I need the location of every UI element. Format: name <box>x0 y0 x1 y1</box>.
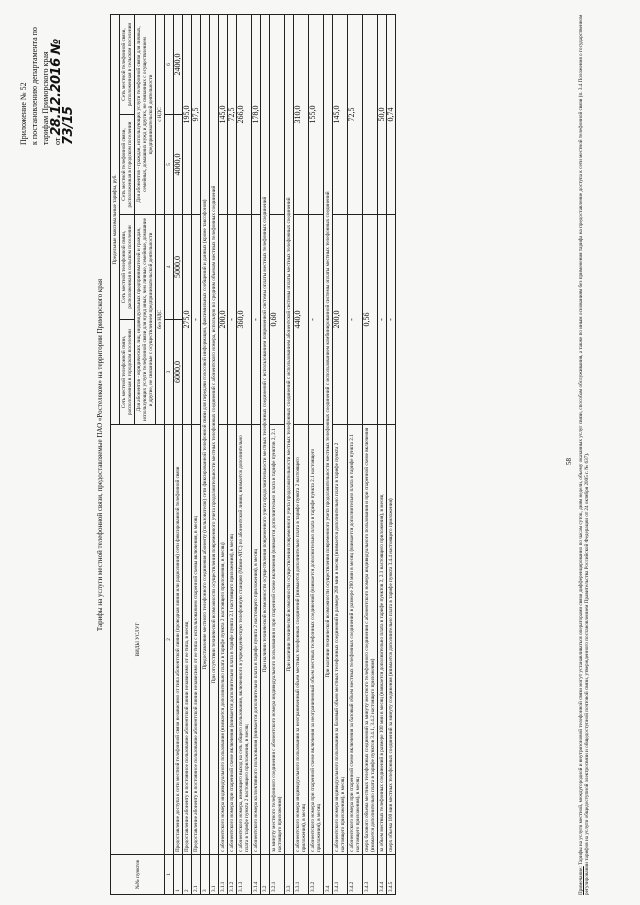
column-index: 2 <box>165 425 174 855</box>
tariff-value: 200,0 <box>219 215 228 425</box>
row-number: 3.1.1 <box>219 855 228 895</box>
table-row <box>192 14 201 894</box>
tariff-value <box>270 14 285 214</box>
service-description: с абонентского номера при спаренной схеме включения за неограниченный объем местных телефонных соединений (взимается дополнительно плата в тарифе пункта 2.1 настоящего приложения), в месяц <box>309 425 324 855</box>
table-row <box>252 14 261 894</box>
tariff-value: 4000,0 <box>174 115 183 215</box>
row-number: 2 <box>183 855 192 895</box>
appendix-from: от <box>53 137 62 145</box>
tariff-value: 0,74 <box>387 14 396 214</box>
service-description: Предоставление абоненту в постоянное пользование абонентской линии независимо от ее типа с использованием спаренной схемы включения, в месяц <box>192 425 201 855</box>
section-heading: Предоставление местного телефонного соединения абоненту (пользователю) сети фиксированной телефонной связи для передачи голосовой информации, факсимильных сообщений и данных (кроме таксофонов) <box>201 14 210 854</box>
table-row <box>237 14 252 894</box>
tariff-value: - <box>228 215 237 425</box>
tariff-value: 0,60 <box>270 215 285 425</box>
tariff-value: - <box>348 215 363 425</box>
table-row <box>201 14 210 894</box>
row-number: 3.4 <box>324 855 333 895</box>
table-row <box>183 14 192 894</box>
document-title: Тарифы на услуги местной телефонной связи, предоставляемые ПАО «Ростелеком» на территории Приморского края <box>96 278 104 632</box>
header-no-vat: без НДС <box>156 215 165 425</box>
tariff-value: 360,0 <box>237 215 252 425</box>
table-row <box>210 14 219 894</box>
column-index: 5 <box>165 115 174 215</box>
tariff-value: 145,0 <box>219 14 228 214</box>
row-number: 3.3 <box>285 855 294 895</box>
service-description: сверх объема 100 мин местных телефонных соединений за минуту соединения (взимается дополнительно плата в тарифе пункта 3.4.4 настоящего приложения) <box>387 425 396 855</box>
handwritten-date-number: 28.12.2016 № 73/15 <box>49 39 76 145</box>
tariff-value: - <box>252 215 261 425</box>
row-number: 3.4.5 <box>387 855 396 895</box>
column-index: 1 <box>165 855 174 895</box>
row-number: 3.1.4 <box>252 855 261 895</box>
table-row <box>174 14 183 894</box>
section-heading: При наличии технической возможности осуществления повременного учета продолжительности местных телефонных соединений с использованием абонентской системы оплаты местных телефонных соединений <box>285 14 294 854</box>
footnote-text: Тарифы на услуги местной, междугородной и внутризоновой телефонной связи могут устанавливаться операторами связи дифференцированно по часам суток, дням недели, объему оказанных услуг связи, способам обслуживания, а также по иным основаниям без применения тарифа на предоставление доступа к сети местной телефонной связи (п. 3.4 Положения о государственном регулировании тарифов на услуги общедоступной электросвязи и общедоступной почтовой связи, утвержденного постановлением Правительства Российской Федерации от 24 октября 2005 г. № 637). <box>578 14 591 895</box>
footnote-label: Примечание: <box>578 866 584 895</box>
column-index: 4 <box>165 215 174 320</box>
appendix-block <box>18 5 75 145</box>
table-row <box>363 14 378 894</box>
table-row <box>285 14 294 894</box>
service-description: Предоставление абоненту в постоянное пользование абонентской линии независимо от ее типа, в месяц <box>183 425 192 855</box>
tariff-value: 440,0 <box>294 215 309 425</box>
header-services: ВИДЫ УСЛУГ <box>111 425 165 855</box>
tariff-value: 97,5 <box>192 14 201 214</box>
service-description: с абонентского номера индивидуального пользования (взимается дополнительно плата в тарифе пункта 2 настоящего приложения, в месяц) <box>219 425 228 855</box>
tariff-value: 50,0 <box>378 14 387 214</box>
tariff-value: 0,56 <box>363 215 378 425</box>
row-number: 3.4.4 <box>378 855 387 895</box>
tariff-value: - <box>387 215 396 425</box>
tariff-value: 5000,0 <box>174 215 183 320</box>
tariff-value: 155,0 <box>309 14 324 214</box>
row-number: 3.1 <box>210 855 219 895</box>
section-heading: При наличии технической возможности осуществления повременного учета продолжительности местных телефонных соединений с использованием комбинированной системы оплаты местных телефонных соединений <box>324 14 333 854</box>
row-number: 3.4.1 <box>333 855 348 895</box>
table-row <box>309 14 324 894</box>
appendix-label: Приложение № 52 <box>19 82 28 145</box>
header-num: №№ пунктов <box>111 855 165 895</box>
service-description: с абонентского номера индивидуального пользования за неограниченный объем местных телефонных соединений (взимается дополнительно плата в тарифе пункта 2 настоящего приложения), в месяц <box>294 425 309 855</box>
row-number: 1 <box>174 855 183 895</box>
table-row <box>378 14 387 894</box>
tariff-value: 2400,0 <box>174 14 183 114</box>
table-row <box>261 14 270 894</box>
table-row <box>228 14 237 894</box>
tariff-value: 200,0 <box>333 215 348 425</box>
appendix-order: к постановлению департамента по тарифам Приморского края <box>30 27 50 145</box>
service-description: с абонентского номера при спаренной схеме включения (взимается дополнительно плата в тарифе пункта 2.1 настоящего приложения), в месяц <box>228 425 237 855</box>
row-number: 3.4.3 <box>363 855 378 895</box>
table-row <box>270 14 285 894</box>
tariff-value: 72,5 <box>228 14 237 214</box>
header-group-citizens: Для абонентов - граждан, использующих услуги телефонной связи для личных, семейных, домашних нужд и других, не связанных с осуществлением предпринимательской деятельности <box>135 14 156 214</box>
tariff-value: - <box>309 215 324 425</box>
service-description: с абонентского номера, имеющего выход на сеть общего пользования, включенного в учрежденческую телефонную станцию (Мини-АТС) по абонентской линии, взимается дополнительно плата в тарифе пункта 2 настоящего приложения, в месяц <box>237 425 252 855</box>
row-number: 3.2.1 <box>270 855 285 895</box>
table-row <box>348 14 363 894</box>
column-index: 6 <box>165 14 174 114</box>
tariff-value: 145,0 <box>333 14 348 214</box>
row-number: 3.2 <box>261 855 270 895</box>
header-with-vat: с НДС <box>156 14 165 214</box>
header-group-legal: Для абонентов - юридических лиц, индивидуальных предпринимателей и граждан, использующих услуги телефонной связи для нужд иных, чем личные, семейные, домашние и другие, не связанные с осуществлением предпринимательской деятельности <box>135 215 156 425</box>
header-col-c: Сеть местной телефонной связи, расположенная в городском поселении <box>120 115 135 215</box>
row-number: 3.4.2 <box>348 855 363 895</box>
service-description: за минуту местного телефонного соединения с абонентского номера индивидуального пользования и при спаренной схеме включения (взимается дополнительно плата в тарифе пунктов 2, 2.1 настоящего приложения) <box>270 425 285 855</box>
row-number: 3 <box>201 855 210 895</box>
service-description: Предоставление доступа к сети местной телефонной связи независимо от типа абонентской линии (проводная линия или радиолиния) сети фиксированной телефонной связи <box>174 425 183 855</box>
header-tariffs: Предельные максимальные тарифы, руб. <box>111 14 120 424</box>
row-number: 2.1 <box>192 855 201 895</box>
row-number: 3.3.1 <box>294 855 309 895</box>
service-description: за объем местных телефонных соединений в размере 100 мин в месяц (взимается дополнительно плата в тарифе пунктов 2, 2.1 настоящего приложения), в месяц <box>378 425 387 855</box>
tariff-value <box>363 14 378 214</box>
tariff-value: 178,0 <box>252 14 261 214</box>
table-row <box>294 14 309 894</box>
table-row <box>324 14 333 894</box>
footnote <box>578 10 591 895</box>
table-row <box>333 14 348 894</box>
row-number: 3.3.2 <box>309 855 324 895</box>
header-col-a: Сеть местной телефонной связи, расположенная в городском поселении <box>120 320 135 425</box>
table-row <box>387 14 396 894</box>
service-description: с абонентского номера коллективного пользования (взимается дополнительно плата в тарифе пункта 2 настоящего приложения), в месяц <box>252 425 261 855</box>
tariff-value: 266,0 <box>237 14 252 214</box>
section-heading: При наличии технической возможности осуществления повременного учета продолжительности местных телефонных соединений с использованием повременной системы оплаты местных телефонных соединений <box>261 14 270 854</box>
tariff-table <box>110 14 396 895</box>
header-col-d: Сеть местной телефонной связи, расположенная в сельском поселении <box>120 14 135 114</box>
section-heading: При отсутствии технической возможности осуществления повременного учета продолжительности местных телефонных соединений с абонентского номера, использую по средним объемам местных телефонных соединений <box>210 14 219 854</box>
service-description: сверх базового объема местных телефонных соединений за минуту местного телефонного соединения с абонентского номера индивидуального пользования и при спаренной схеме включения (взимается дополнительно плата в тарифе пунктов 3.4.1, 3.4.2 настоящего приложения) <box>363 425 378 855</box>
row-number: 3.1.3 <box>237 855 252 895</box>
tariff-value: 195,0 <box>183 14 192 214</box>
tariff-value: - <box>192 215 201 425</box>
tariff-value: 275,0 <box>183 215 192 425</box>
page-number: 58 <box>565 458 573 465</box>
header-col-b: Сеть местной телефонной связи, расположенная в сельском поселении <box>120 215 135 320</box>
tariff-value: - <box>378 215 387 425</box>
tariff-value: 6000,0 <box>174 320 183 425</box>
column-index: 3 <box>165 320 174 425</box>
tariff-value: 310,0 <box>294 14 309 214</box>
service-description: с абонентского номера индивидуального пользования за базовый объем местных телефонных соединений в размере 280 мин в месяц (взимается дополнительно плата в тарифе пункта 2 настоящего приложения), в месяц <box>333 425 348 855</box>
service-description: с абонентского номера при спаренной схеме включения за базовый объем местных телефонных соединений в размере 280 мин в месяц (взимается дополнительно плата в тарифе пункта 2.1 настоящего приложения), в месяц <box>348 425 363 855</box>
table-row <box>219 14 228 894</box>
tariff-value: 72,5 <box>348 14 363 214</box>
row-number: 3.1.2 <box>228 855 237 895</box>
